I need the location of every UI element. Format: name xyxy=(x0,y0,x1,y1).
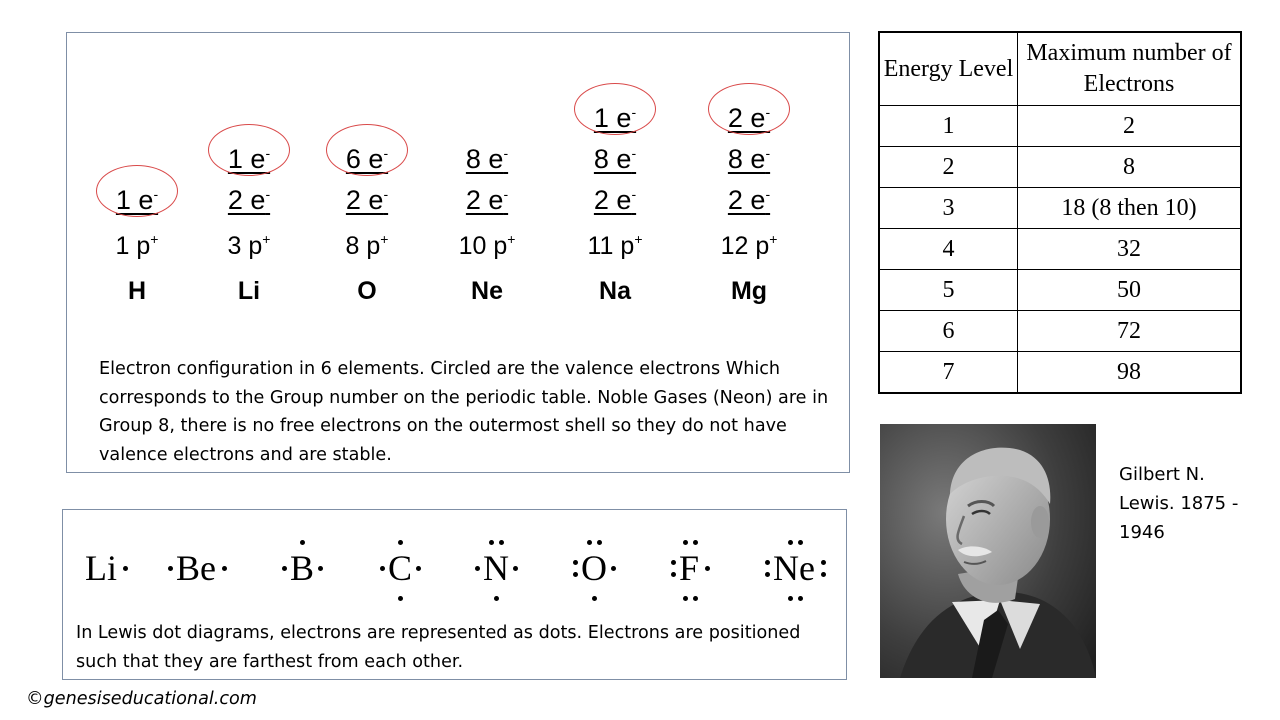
electron-dot xyxy=(821,560,826,565)
cell-energy-level: 6 xyxy=(879,311,1018,352)
electron-dot xyxy=(398,596,403,601)
proton-count: 1 p+ xyxy=(115,231,159,260)
electron-dot xyxy=(821,572,826,577)
cell-energy-level: 1 xyxy=(879,106,1018,147)
lewis-diagram-o xyxy=(571,530,617,610)
lewis-symbol: B xyxy=(290,548,315,588)
electron-dot xyxy=(788,596,793,601)
electron-dot xyxy=(416,566,421,571)
lewis-diagram-b xyxy=(280,530,324,610)
lewis-diagram-c xyxy=(378,530,422,610)
valence-circle xyxy=(326,124,408,176)
valence-circle xyxy=(708,83,790,135)
shell-electrons: 2 e- xyxy=(727,103,771,133)
proton-count: 10 p+ xyxy=(458,231,516,260)
valence-circle xyxy=(574,83,656,135)
electron-dot xyxy=(765,572,770,577)
shell-electrons: 8 e- xyxy=(727,144,771,174)
electron-dot xyxy=(475,566,480,571)
proton-count: 11 p+ xyxy=(587,231,643,260)
proton-count: 12 p+ xyxy=(720,231,778,260)
element-symbol: H xyxy=(127,277,147,305)
element-symbol: O xyxy=(357,277,377,305)
shell-electrons: 6 e- xyxy=(345,144,389,174)
electron-dot xyxy=(282,566,287,571)
table-row xyxy=(879,229,1241,270)
electron-dot xyxy=(592,596,597,601)
electron-dot xyxy=(693,596,698,601)
electron-dot xyxy=(683,540,688,545)
shell-electrons: 8 e- xyxy=(465,144,509,174)
element-symbol: Li xyxy=(237,277,261,305)
lewis-symbol: Ne xyxy=(773,548,815,588)
configuration-caption: Electron configuration in 6 elements. Circled are the valence electrons Which corresponds to the Group number on the periodic table. Noble Gases (Neon) are in Group 8, there is no free electrons on the outermost shell so they do not have valence electrons and are stable. xyxy=(99,359,829,465)
table-row xyxy=(879,106,1241,147)
electron-dot xyxy=(788,540,793,545)
cell-energy-level: 5 xyxy=(879,270,1018,311)
lewis-dot-panel xyxy=(62,509,847,680)
electron-dot xyxy=(798,540,803,545)
electron-configuration-panel xyxy=(66,32,850,473)
electron-dot xyxy=(705,566,710,571)
shell-electrons: 2 e- xyxy=(593,185,637,215)
cell-energy-level: 4 xyxy=(879,229,1018,270)
proton-count: 8 p+ xyxy=(345,231,389,260)
cell-max-electrons: 72 xyxy=(1018,311,1242,352)
shell-electrons: 1 e- xyxy=(227,144,271,174)
table-row xyxy=(879,147,1241,188)
lewis-dot-row xyxy=(63,530,848,610)
lewis-diagram-n xyxy=(473,530,519,610)
shell-electrons: 8 e- xyxy=(593,144,637,174)
electron-dot xyxy=(123,566,128,571)
electron-dot xyxy=(798,596,803,601)
cell-energy-level: 7 xyxy=(879,352,1018,394)
element-symbol: Na xyxy=(599,277,631,305)
electron-dot xyxy=(318,566,323,571)
lewis-symbol: Be xyxy=(176,548,216,588)
electron-dot xyxy=(380,566,385,571)
valence-circle xyxy=(96,165,178,217)
valence-circle xyxy=(208,124,290,176)
electron-dot xyxy=(489,540,494,545)
lewis-diagram-be xyxy=(166,530,228,610)
electron-dot xyxy=(573,572,578,577)
element-symbol: Ne xyxy=(471,277,503,305)
lewis-diagram-li xyxy=(75,530,129,610)
electron-dot xyxy=(765,560,770,565)
lewis-caption: In Lewis dot diagrams, electrons are represented as dots. Electrons are positioned such that they are farthest from each other. xyxy=(76,623,801,672)
shell-electrons: 2 e- xyxy=(727,185,771,215)
lewis-diagram-f xyxy=(669,530,711,610)
shell-electrons: 1 e- xyxy=(115,185,159,215)
portrait-caption: Gilbert N. Lewis. 1875 - 1946 xyxy=(1119,464,1239,543)
lewis-symbol: C xyxy=(388,548,413,588)
shell-electrons: 2 e- xyxy=(227,185,271,215)
cell-energy-level: 3 xyxy=(879,188,1018,229)
electron-dot xyxy=(573,560,578,565)
lewis-symbol: O xyxy=(581,548,607,588)
header-max-electrons: Maximum number of Electrons xyxy=(1018,32,1242,106)
electron-dot xyxy=(683,596,688,601)
proton-count: 3 p+ xyxy=(227,231,271,260)
element-symbol: Mg xyxy=(730,277,768,305)
copyright-notice: ©genesiseducational.com xyxy=(26,689,257,709)
electron-dot xyxy=(671,572,676,577)
table-header-row xyxy=(879,32,1241,106)
shell-electrons: 2 e- xyxy=(465,185,509,215)
table-row xyxy=(879,188,1241,229)
cell-max-electrons: 8 xyxy=(1018,147,1242,188)
shell-electrons: 1 e- xyxy=(593,103,637,133)
electron-dot xyxy=(693,540,698,545)
lewis-symbol: Li xyxy=(85,548,117,588)
electron-dot xyxy=(611,566,616,571)
electron-dot xyxy=(398,540,403,545)
cell-max-electrons: 50 xyxy=(1018,270,1242,311)
table-row xyxy=(879,270,1241,311)
electron-dot xyxy=(671,560,676,565)
portrait-photo xyxy=(880,424,1096,678)
lewis-symbol: F xyxy=(679,548,700,588)
electron-dot xyxy=(494,596,499,601)
electron-dot xyxy=(499,540,504,545)
cell-max-electrons: 2 xyxy=(1018,106,1242,147)
portrait-illustration xyxy=(880,424,1096,678)
electron-dot xyxy=(587,540,592,545)
electron-dot xyxy=(222,566,227,571)
lewis-symbol: N xyxy=(483,548,509,588)
electron-dot xyxy=(513,566,518,571)
header-energy-level: Energy Level xyxy=(879,32,1018,106)
electron-dot xyxy=(300,540,305,545)
cell-max-electrons: 18 (8 then 10) xyxy=(1018,188,1242,229)
table-row xyxy=(879,311,1241,352)
cell-max-electrons: 98 xyxy=(1018,352,1242,394)
energy-level-table xyxy=(878,31,1242,394)
shell-electrons: 2 e- xyxy=(345,185,389,215)
electron-dot xyxy=(597,540,602,545)
cell-max-electrons: 32 xyxy=(1018,229,1242,270)
table-row xyxy=(879,352,1241,394)
electron-dot xyxy=(168,566,173,571)
cell-energy-level: 2 xyxy=(879,147,1018,188)
lewis-diagram-ne xyxy=(763,530,827,610)
